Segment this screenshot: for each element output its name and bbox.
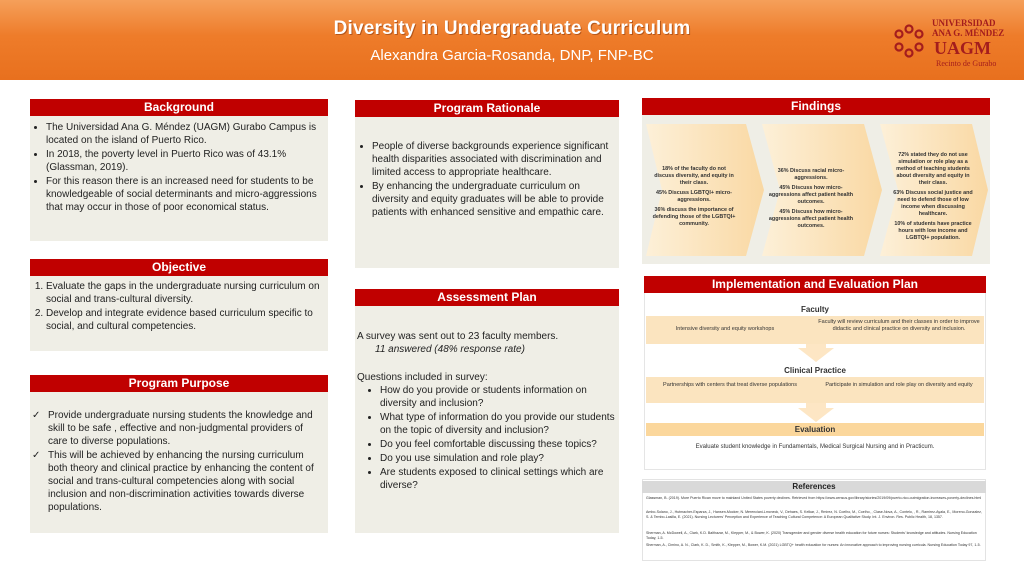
assessment-question: • What type of information do you provide our students on the topic of diversity and inclusion? (380, 411, 615, 437)
clinical-left-text: Partnerships with centers that treat diverse populations (663, 382, 797, 388)
logo-text-name: ANA G. MÉNDEZ (932, 28, 1005, 38)
assessment-question: • Do you use simulation and role play? (380, 452, 615, 465)
assessment-body (357, 330, 615, 493)
poster-header (0, 0, 1024, 80)
findings-column-1 (652, 166, 736, 228)
faculty-heading: Faculty (800, 305, 829, 314)
faculty-right-text: Faculty will review curriculum and their classes in order to improve didactic and clinical practice on diversity and inclusion. (818, 319, 980, 332)
objective-item: 1. Evaluate the gaps in the undergraduate nursing curriculum on social and trans-cultural diversity. (46, 280, 322, 306)
finding-text: 36% discuss the importance of defending those of the LGBTQI+ community. (652, 207, 736, 227)
background-body (30, 121, 322, 215)
rationale-body (356, 140, 614, 220)
poster-author: Alexandra Garcia-Rosanda, DNP, FNP-BC (370, 47, 654, 64)
finding-text: 18% of the faculty do not discuss diversity, and equity in their class. (654, 166, 734, 186)
assessment-question: • How do you provide or students information on diversity and inclusion? (380, 384, 615, 410)
finding-text: 45% Discuss how micro-aggressions affect patient health outcomes. (768, 185, 854, 205)
assessment-question: • Do you feel comfortable discussing these topics? (380, 438, 615, 451)
assessment-title: Assessment Plan (355, 289, 619, 306)
logo-emblem-icon (892, 24, 926, 58)
assessment-survey-text: A survey was sent out to 23 faculty members. (357, 331, 559, 342)
clinical-right-text: Participate in simulation and role play on diversity and equity (825, 382, 973, 388)
background-bullet: • In 2018, the poverty level in Puerto Rico was of 43.1% (Glassman, 2019). (46, 148, 322, 174)
rationale-bullet: • People of diverse backgrounds experience significant health disparities associated with discrimination and limited access to appropriate healthcare. (372, 140, 614, 179)
references-title: References (642, 481, 986, 493)
logo-text-campus: Recinto de Gurabo (936, 59, 997, 68)
reference-item: Sherman, A. McDowell, A., Clark, K.D. Balthazar, M., Klepper, M., & Bower, K. (2020) Transgender and gender diverse health education for future nurses: Students' knowledge and attitudes. Nursing Education Today, 1-5. (646, 531, 977, 540)
findings-title: Findings (642, 98, 990, 115)
finding-text: 72% stated they do not use simulation or role play as a method of teaching students about diversity and equity in their class. (896, 152, 970, 186)
reference-item: Ambo-Solano, J., Hutmacher-Esparza, J., Hansen-Mocker, N. Merenciani-Lmcneck, V., Dehaes, S. Kelkar, J., Rmirez, N. Coelho, M., Coelho, , Clase-Nova, A., Contelo, , R., Ramirez-Ayala, E., Moreno-Gonzalez, S. & Tembo-Lasilla, E. (2021). Nursing Lecturers' Perception and Experience of Teaching Cultural Competence: A European Qualitative Study. Int. J. Environ. Res. Public Health, 18, 1357. (646, 510, 982, 519)
rationale-bullet: • By enhancing the undergraduate curriculum on diversity and equity graduates will be able to provide patients with enhanced sensitive and empathic care. (372, 180, 614, 219)
clinical-practice-heading: Clinical Practice (784, 366, 846, 375)
assessment-response-rate: 11 answered (48% response rate) (375, 344, 525, 355)
clinical-practice-band (646, 377, 984, 403)
background-bullet: • For this reason there is an increased need for students to be knowledgeable of social determinants and micro-aggressions that may occur in those of poor economical status. (46, 175, 322, 214)
findings-column-2 (766, 168, 856, 230)
purpose-item: ✓ This will be achieved by enhancing the nursing curriculum both theory and clinical practice by enhancing the content of social and trans-cultural competencies along with social inclusion and non-discrimination activities towards diverse populations. (48, 449, 322, 514)
evaluation-heading: Evaluation (794, 425, 836, 434)
rationale-title: Program Rationale (355, 100, 619, 117)
finding-text: 63% Discuss social justice and need to defend those of low income when discussing healthcare. (893, 190, 973, 217)
assessment-question: • Are students exposed to clinical settings which are diverse? (380, 466, 615, 492)
finding-text: 36% Discuss racial micro-aggressions. (777, 168, 845, 181)
university-logo (890, 18, 1020, 76)
purpose-body (30, 409, 322, 515)
reference-item: Glassman, B. (2019). More Puerto Rican move to mainland United States poverty declines. Retrieved from https://www.census.gov/library/stories/2019/09/puerto-rico-outmigration-increases-poverty-declines.html (646, 496, 982, 500)
evaluation-text: Evaluate student knowledge in Fundamentals, Medical Surgical Nursing and in Practicum. (695, 444, 935, 450)
purpose-title: Program Purpose (30, 375, 328, 392)
logo-text-uagm: UAGM (934, 38, 991, 58)
finding-text: 45% Discuss how micro-aggressions affect patient health outcomes. (768, 209, 854, 229)
finding-text: 45% Discuss LGBTQI+ micro-aggressions. (656, 190, 732, 203)
poster-title: Diversity in Undergraduate Curriculum (333, 18, 691, 39)
background-bullet: • The Universidad Ana G. Méndez (UAGM) Gurabo Campus is located on the island of Puerto Rico. (46, 121, 322, 147)
faculty-left-text: Intensive diversity and equity workshops (675, 326, 775, 332)
implementation-title: Implementation and Evaluation Plan (644, 276, 986, 293)
finding-text: 10% of students have practice hours with low income and LGBTQI+ population. (894, 221, 972, 241)
objective-body (30, 280, 322, 334)
objective-title: Objective (30, 259, 328, 276)
reference-item: Sherman, A., Cimino, A. N., Clark, K. D., Smith, K., Klepper, M., Bower, K.M. (2021) LGBTQ+ health education for nurses: An innovative approach to improving nursing curricula. Nursing Education Today 97, 1-5. (646, 543, 981, 547)
background-title: Background (30, 99, 328, 116)
purpose-item: ✓ Provide undergraduate nursing students the knowledge and skill to be safe , effective and non-judgmental providers of care to diverse populations. (48, 409, 322, 448)
logo-text-universidad: UNIVERSIDAD (932, 18, 996, 28)
findings-column-3 (893, 152, 973, 242)
assessment-questions-intro: Questions included in survey: (357, 372, 488, 383)
objective-item: 2. Develop and integrate evidence based curriculum specific to social, and cultural competencies. (46, 307, 322, 333)
